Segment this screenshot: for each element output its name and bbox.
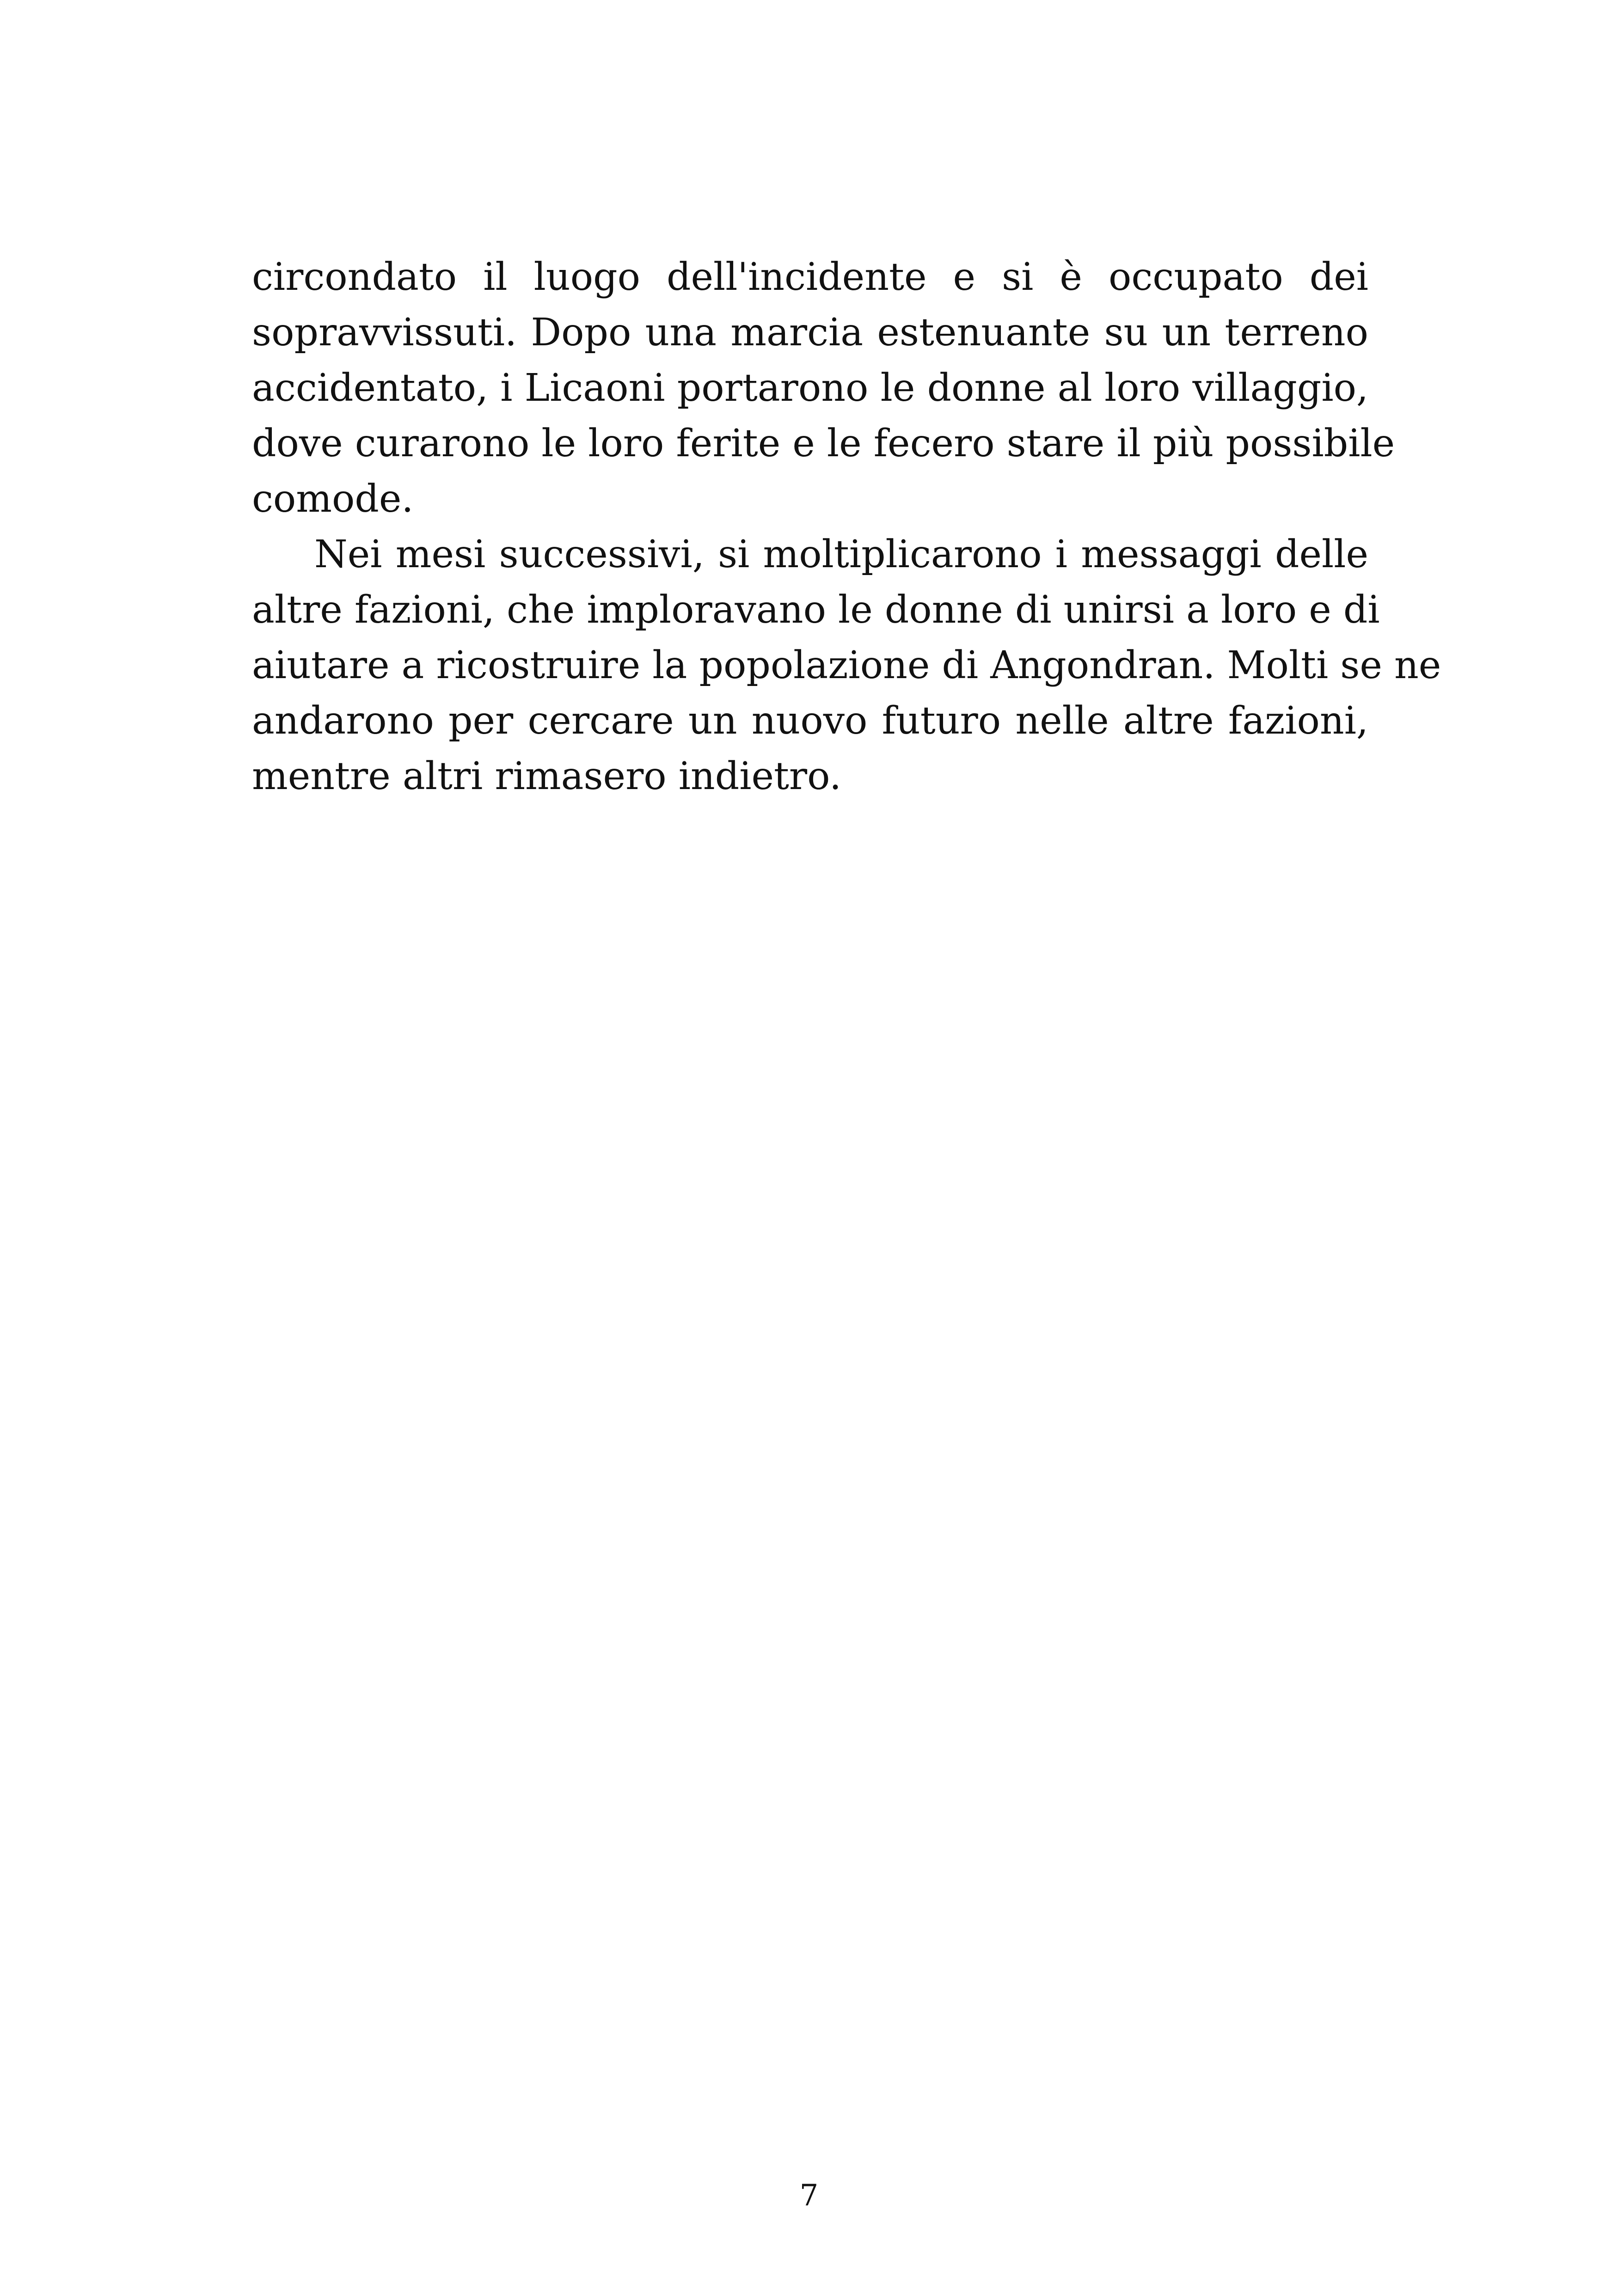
paragraph-2-line-1: Nei mesi successivi, si moltiplicarono i messaggi delle — [314, 533, 1368, 576]
paragraph-2-line-5: mentre altri rimasero indietro. — [252, 754, 842, 798]
paragraph-1-line-2: sopravvissuti. Dopo una marcia estenuante su un terreno — [252, 311, 1368, 355]
paragraph-2-line-2: altre fazioni, che imploravano le donne di unirsi a loro e di — [252, 588, 1380, 632]
paragraph-1-line-1: circondato il luogo dell'incidente e si è occupato dei — [252, 255, 1368, 299]
paragraph-2-line-3: aiutare a ricostruire la popolazione di Angondran. Molti se ne — [252, 643, 1441, 687]
paragraph-1-line-5: comode. — [252, 477, 414, 521]
paragraph-1-line-3: accidentato, i Licaoni portarono le donne al loro villaggio, — [252, 366, 1368, 410]
body-text — [252, 250, 1441, 804]
paragraph-2-line-4: andarono per cercare un nuovo futuro nelle altre fazioni, — [252, 699, 1368, 743]
paragraph-1-line-4: dove curarono le loro ferite e le fecero stare il più possibile — [252, 422, 1395, 465]
page-number: 7 — [799, 2179, 819, 2213]
